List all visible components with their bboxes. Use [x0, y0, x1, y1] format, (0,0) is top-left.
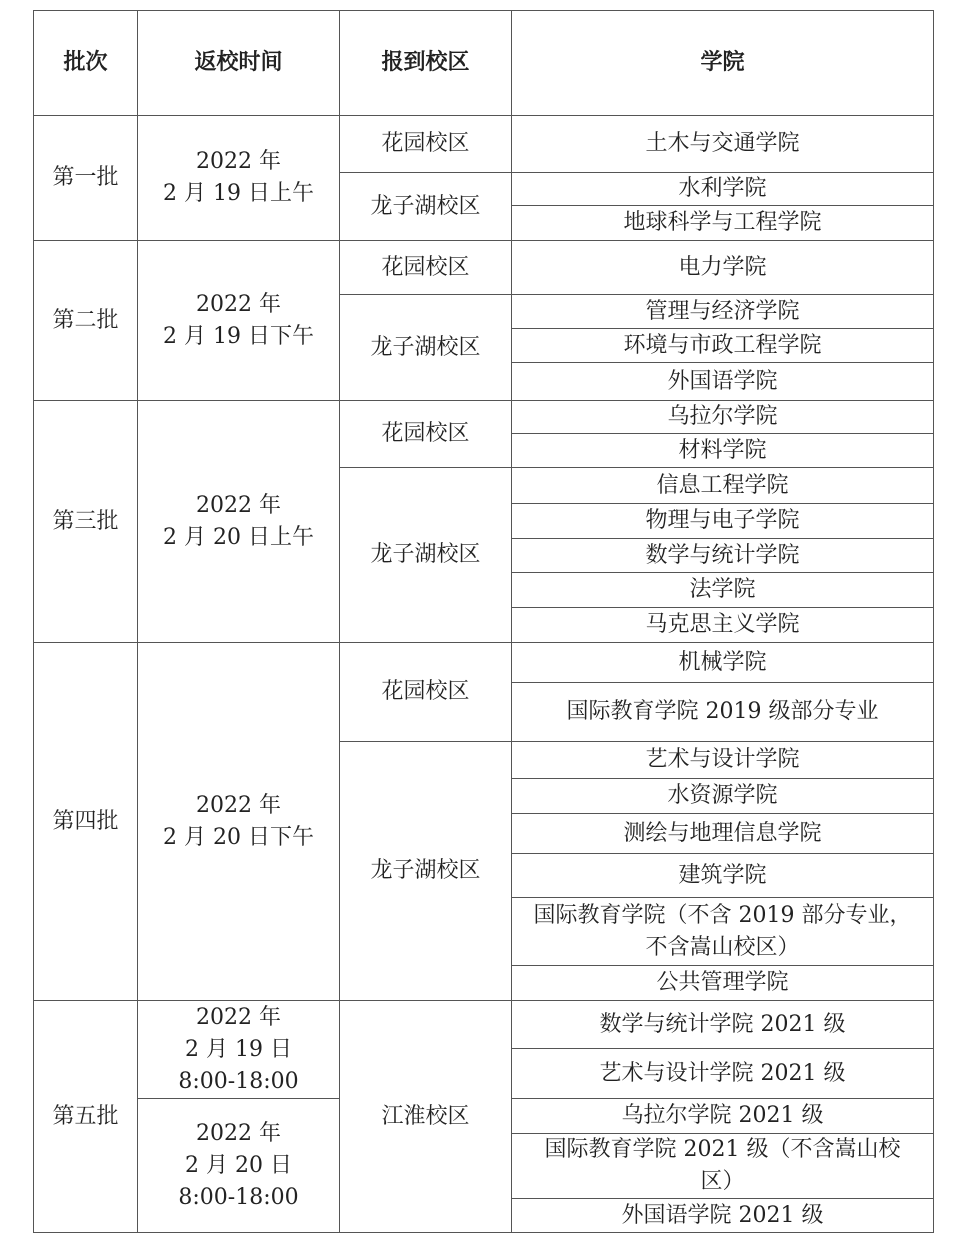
college-cell: 法学院 — [512, 573, 934, 608]
college-cell: 外国语学院 — [512, 363, 934, 401]
return-time-cell: 2022 年 2 月 20 日下午 — [138, 643, 340, 1001]
college-cell: 艺术与设计学院 — [512, 742, 934, 779]
campus-cell: 龙子湖校区 — [340, 742, 512, 1001]
batch-cell: 第二批 — [34, 241, 138, 401]
campus-cell: 花园校区 — [340, 643, 512, 742]
table-row — [34, 116, 934, 173]
college-cell: 艺术与设计学院 2021 级 — [512, 1049, 934, 1099]
campus-cell: 花园校区 — [340, 116, 512, 173]
header-campus: 报到校区 — [340, 11, 512, 116]
college-cell: 乌拉尔学院 — [512, 401, 934, 434]
header-batch: 批次 — [34, 11, 138, 116]
return-time-cell: 2022 年 2 月 19 日下午 — [138, 241, 340, 401]
return-schedule-table — [33, 10, 934, 1233]
college-cell: 数学与统计学院 — [512, 539, 934, 573]
return-time-cell: 2022 年 2 月 19 日 8:00-18:00 — [138, 1001, 340, 1099]
table-row — [34, 241, 934, 295]
campus-cell: 龙子湖校区 — [340, 173, 512, 241]
return-time-cell: 2022 年 2 月 20 日上午 — [138, 401, 340, 643]
table-row — [34, 1001, 934, 1049]
college-cell: 土木与交通学院 — [512, 116, 934, 173]
college-cell: 测绘与地理信息学院 — [512, 814, 934, 854]
college-cell: 管理与经济学院 — [512, 295, 934, 329]
header-return-time: 返校时间 — [138, 11, 340, 116]
college-cell: 公共管理学院 — [512, 966, 934, 1001]
header-college: 学院 — [512, 11, 934, 116]
campus-cell: 龙子湖校区 — [340, 295, 512, 401]
college-cell: 机械学院 — [512, 643, 934, 683]
college-cell: 水利学院 — [512, 173, 934, 206]
college-cell: 地球科学与工程学院 — [512, 206, 934, 241]
college-cell: 国际教育学院（不含 2019 部分专业， 不含嵩山校区） — [512, 898, 934, 966]
college-cell: 物理与电子学院 — [512, 504, 934, 539]
return-time-cell: 2022 年 2 月 20 日 8:00-18:00 — [138, 1099, 340, 1233]
batch-cell: 第三批 — [34, 401, 138, 643]
college-cell: 建筑学院 — [512, 854, 934, 898]
college-cell: 国际教育学院 2019 级部分专业 — [512, 683, 934, 742]
college-cell: 外国语学院 2021 级 — [512, 1199, 934, 1233]
campus-cell: 江淮校区 — [340, 1001, 512, 1233]
table-row — [34, 643, 934, 683]
college-cell: 乌拉尔学院 2021 级 — [512, 1099, 934, 1134]
return-time-cell: 2022 年 2 月 19 日上午 — [138, 116, 340, 241]
table-row — [34, 401, 934, 434]
college-cell: 国际教育学院 2021 级（不含嵩山校 区） — [512, 1134, 934, 1199]
batch-cell: 第一批 — [34, 116, 138, 241]
college-cell: 马克思主义学院 — [512, 608, 934, 643]
header-row — [34, 11, 934, 116]
campus-cell: 花园校区 — [340, 401, 512, 468]
college-cell: 材料学院 — [512, 434, 934, 468]
college-cell: 电力学院 — [512, 241, 934, 295]
college-cell: 信息工程学院 — [512, 468, 934, 504]
batch-cell: 第五批 — [34, 1001, 138, 1233]
batch-cell: 第四批 — [34, 643, 138, 1001]
campus-cell: 花园校区 — [340, 241, 512, 295]
college-cell: 环境与市政工程学院 — [512, 329, 934, 363]
college-cell: 水资源学院 — [512, 779, 934, 814]
college-cell: 数学与统计学院 2021 级 — [512, 1001, 934, 1049]
campus-cell: 龙子湖校区 — [340, 468, 512, 643]
